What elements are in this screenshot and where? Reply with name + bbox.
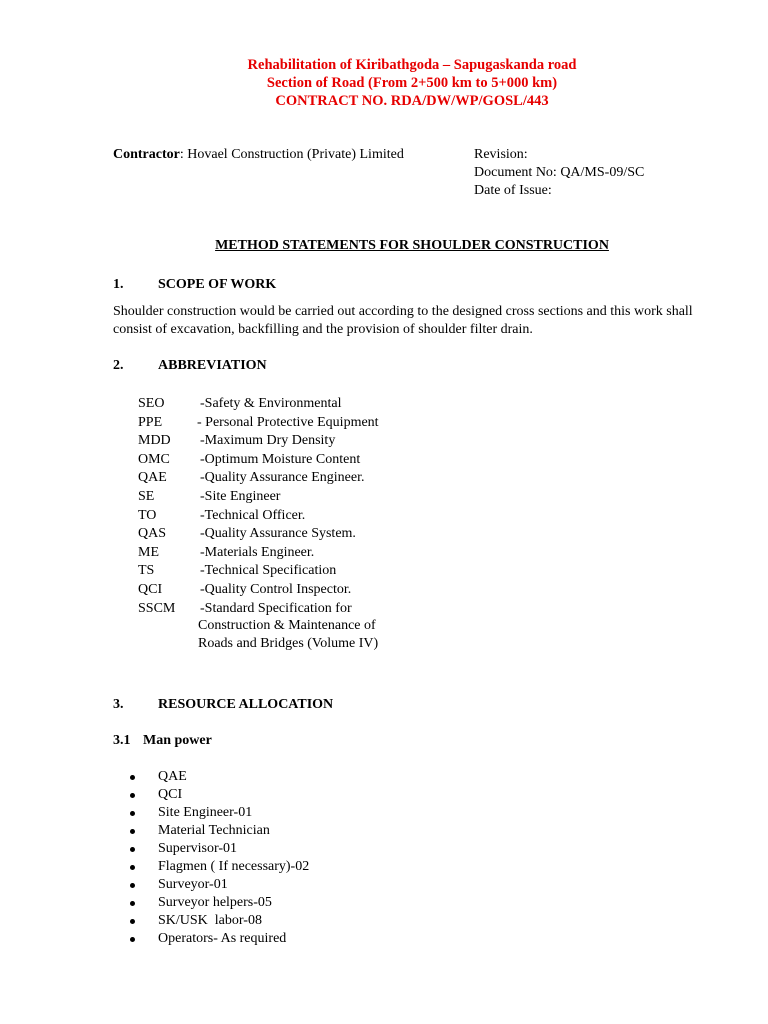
bullet-icon [130,883,135,888]
abbreviation-definition: -Quality Assurance System. [200,526,356,542]
section-1-heading: SCOPE OF WORK [158,277,277,292]
list-item-text: Flagmen ( If necessary)-02 [158,859,310,874]
bullet-icon [130,919,135,924]
list-item-text: SK/USK labor-08 [158,913,262,928]
list-item-text: Supervisor-01 [158,841,238,856]
abbreviation-code: TO [138,507,157,523]
list-item-text: Material Technician [158,823,270,838]
list-item-text: Surveyor-01 [158,877,228,892]
abbreviation-definition: - Personal Protective Equipment [197,414,379,430]
abbreviation-definition: -Maximum Dry Density [200,433,336,449]
abbreviation-code: OMC [138,451,170,467]
abbreviation-code: MDD [138,433,171,449]
subsection-3-1-number: 3.1 [113,733,131,748]
abbreviation-definition: -Materials Engineer. [200,544,315,560]
list-item-text: Site Engineer-01 [158,805,253,820]
header-contract-number: CONTRACT NO. RDA/DW/WP/GOSL/443 [275,93,549,109]
abbreviation-code: TS [138,563,155,579]
subsection-3-1-heading: Man power [143,733,212,748]
abbreviation-code: SEO [138,396,165,411]
date-of-issue: Date of Issue: [474,183,552,198]
abbreviation-definition: -Site Engineer [200,489,281,504]
section-1-number: 1. [113,277,124,292]
section-3-heading: RESOURCE ALLOCATION [158,697,334,712]
abbreviation-code: SE [138,489,155,504]
section-3-number: 3. [113,697,124,712]
bullet-icon [130,829,135,834]
abbreviation-code: SSCM [138,600,176,616]
abbreviation-definition: -Optimum Moisture Content [200,451,361,467]
bullet-icon [130,865,135,870]
list-item-text: Surveyor helpers-05 [158,895,272,910]
abbreviation-code: QAS [138,526,167,542]
abbreviation-definition: -Safety & Environmental [200,396,342,411]
header-road-section: Section of Road (From 2+500 km to 5+000 km) [266,75,558,91]
contractor-line [113,147,404,163]
revision-label: Revision: [474,147,528,162]
abbreviation-definition: -Quality Control Inspector. [200,582,352,597]
section-2-heading: ABBREVIATION [158,358,267,373]
abbreviation-definition: -Standard Specification for [200,600,352,616]
abbreviation-definition: -Technical Specification [200,563,337,579]
contractor-value: : Hovael Construction (Private) Limited [179,147,404,162]
list-item-text: QCI [158,787,183,802]
bullet-icon [130,775,135,780]
abbreviation-code: ME [138,544,159,560]
abbreviation-definition: -Quality Assurance Engineer. [200,470,365,486]
abbreviation-definition: -Technical Officer. [200,507,306,523]
contractor-label: Contractor [113,147,180,162]
document-number: Document No: QA/MS-09/SC [474,165,645,180]
bullet-icon [130,901,135,906]
bullet-icon [130,793,135,798]
document-title: METHOD STATEMENTS FOR SHOULDER CONSTRUCTION [215,238,609,253]
bullet-icon [130,937,135,942]
scope-of-work-text: Shoulder construction would be carried out according to the designed cross sections and this work shall consist of excavation, backfilling and the provision of shoulder filter drain. [113,304,693,337]
abbreviation-continuation: Construction & Maintenance of [198,618,376,633]
abbreviation-code: QCI [138,582,163,597]
bullet-icon [130,847,135,852]
abbreviation-code: QAE [138,470,167,486]
abbreviation-code: PPE [138,414,163,430]
list-item-text: Operators- As required [158,931,287,946]
header-project-title: Rehabilitation of Kiribathgoda – Sapugaskanda road [247,57,577,73]
abbreviation-continuation: Roads and Bridges (Volume IV) [198,636,379,651]
bullet-icon [130,811,135,816]
list-item-text: QAE [158,769,187,784]
section-2-number: 2. [113,358,124,373]
